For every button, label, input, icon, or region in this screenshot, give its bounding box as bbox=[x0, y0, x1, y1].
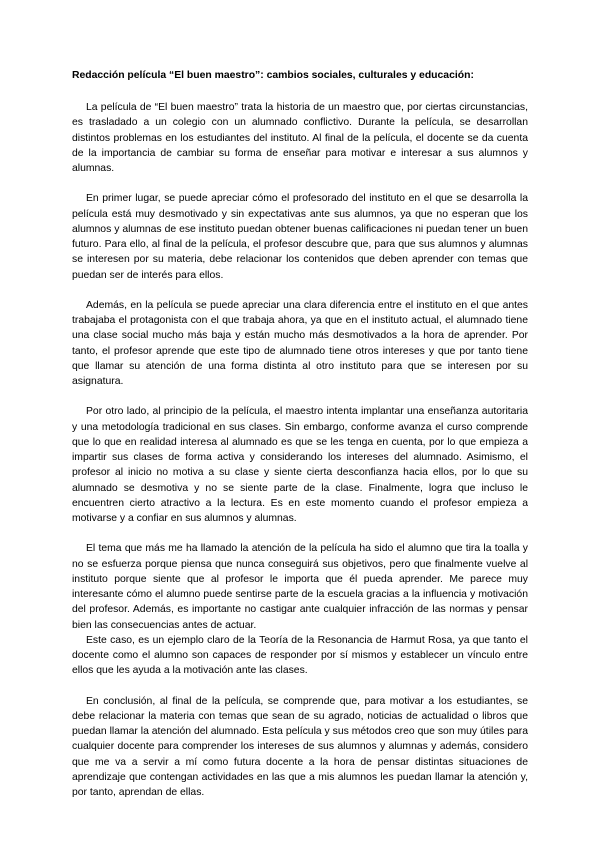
paragraph-favorite-theme: El tema que más me ha llamado la atención de la película ha sido el alumno que tira la toalla y no se esfuerza porque piensa que nunca conseguirá sus objetivos, pero que finalmente vuelve al instituto porque siente que al profesor le importa que él pueda aprender. Me parece muy interesante cómo el alumno puede sentirse parte de la escuela gracias a la influencia y motivación del profesor. Además, es importante no castigar ante cualquier infracción de las normas y pensar bien las consecuencias antes de actuar. bbox=[72, 543, 528, 631]
document-title: Redacción película “El buen maestro”: cambios sociales, culturales y educación: bbox=[72, 70, 474, 81]
document-page bbox=[72, 68, 528, 815]
paragraph-resonance-theory: Este caso, es un ejemplo claro de la Teoría de la Resonancia de Harmut Rosa, ya que tanto el docente como el alumno son capaces de responder por sí mismos y establecer un vínculo entre ellos que les ayuda a la motivación ante las clases. bbox=[72, 634, 528, 677]
paragraph-conclusion: En conclusión, al final de la película, se comprende que, para motivar a los estudiantes, se debe relacionar la materia con temas que sean de su agrado, noticias de actualidad o libros que puedan llamar la atención del alumnado. Esta película y sus métodos creo que son muy útiles para cualquier docente para comprender los intereses de sus alumnos y alumnas y además, considero que me va a servir a mí como futura docente a la hora de pensar distintas situaciones de aprendizaje que contengan actividades en las que a mis alumnos les puedan llamar la atención y, por tanto, aprendan de ellas. bbox=[72, 695, 528, 798]
paragraph-introduction: La película de “El buen maestro” trata la historia de un maestro que, por ciertas circunstancias, es trasladado a un colegio con un alumnado conflictivo. Durante la película, se desarrollan distintos problemas en los estudiantes del instituto. Al final de la película, el docente se da cuenta de la importancia de cambiar su forma de enseñar para motivar e interesar a sus alumnos y alumnas. bbox=[72, 102, 528, 174]
paragraph-second-point: Además, en la película se puede apreciar una clara diferencia entre el instituto en el que antes trabajaba el protagonista con el que trabaja ahora, ya que en el instituto actual, el alumnado tiene una clase social mucho más baja y están mucho más desmotivados a la hora de aprender. Por tanto, el profesor aprende que este tipo de alumnado tiene otros intereses y que por tanto tiene que llamar su atención de una forma distinta al otro instituto para que se interesen por su asignatura. bbox=[72, 299, 528, 387]
paragraph-third-point: Por otro lado, al principio de la película, el maestro intenta implantar una enseñanza autoritaria y una metodología tradicional en sus clases. Sin embargo, conforme avanza el curso comprende que lo que en realidad interesa al alumnado es que se les tenga en cuenta, por lo que empieza a impartir sus clases de forma activa y considerando los intereses del alumnado. Asimismo, el profesor al inicio no motiva a su clase y siente cierta desconfianza hacia ellos, por lo que su alumnado se desmotiva y no se siente parte de la clase. Finalmente, logra que incluso le encuentren cierto atractivo a la lectura. Es en este momento cuando el profesor empieza a motivarse y a confiar en sus alumnos y alumnas. bbox=[72, 406, 528, 524]
paragraph-first-point: En primer lugar, se puede apreciar cómo el profesorado del instituto en el que se desarrolla la película está muy desmotivado y sin expectativas ante sus alumnos, ya que no esperan que los alumnos y alumnas de ese instituto puedan obtener buenas calificaciones ni puedan tener un buen futuro. Para ello, al final de la película, el profesor descubre que, para que sus alumnos y alumnas se interesen por su materia, debe relacionar los contenidos que deben aprender con temas que puedan ser de interés para ellos. bbox=[72, 193, 528, 281]
